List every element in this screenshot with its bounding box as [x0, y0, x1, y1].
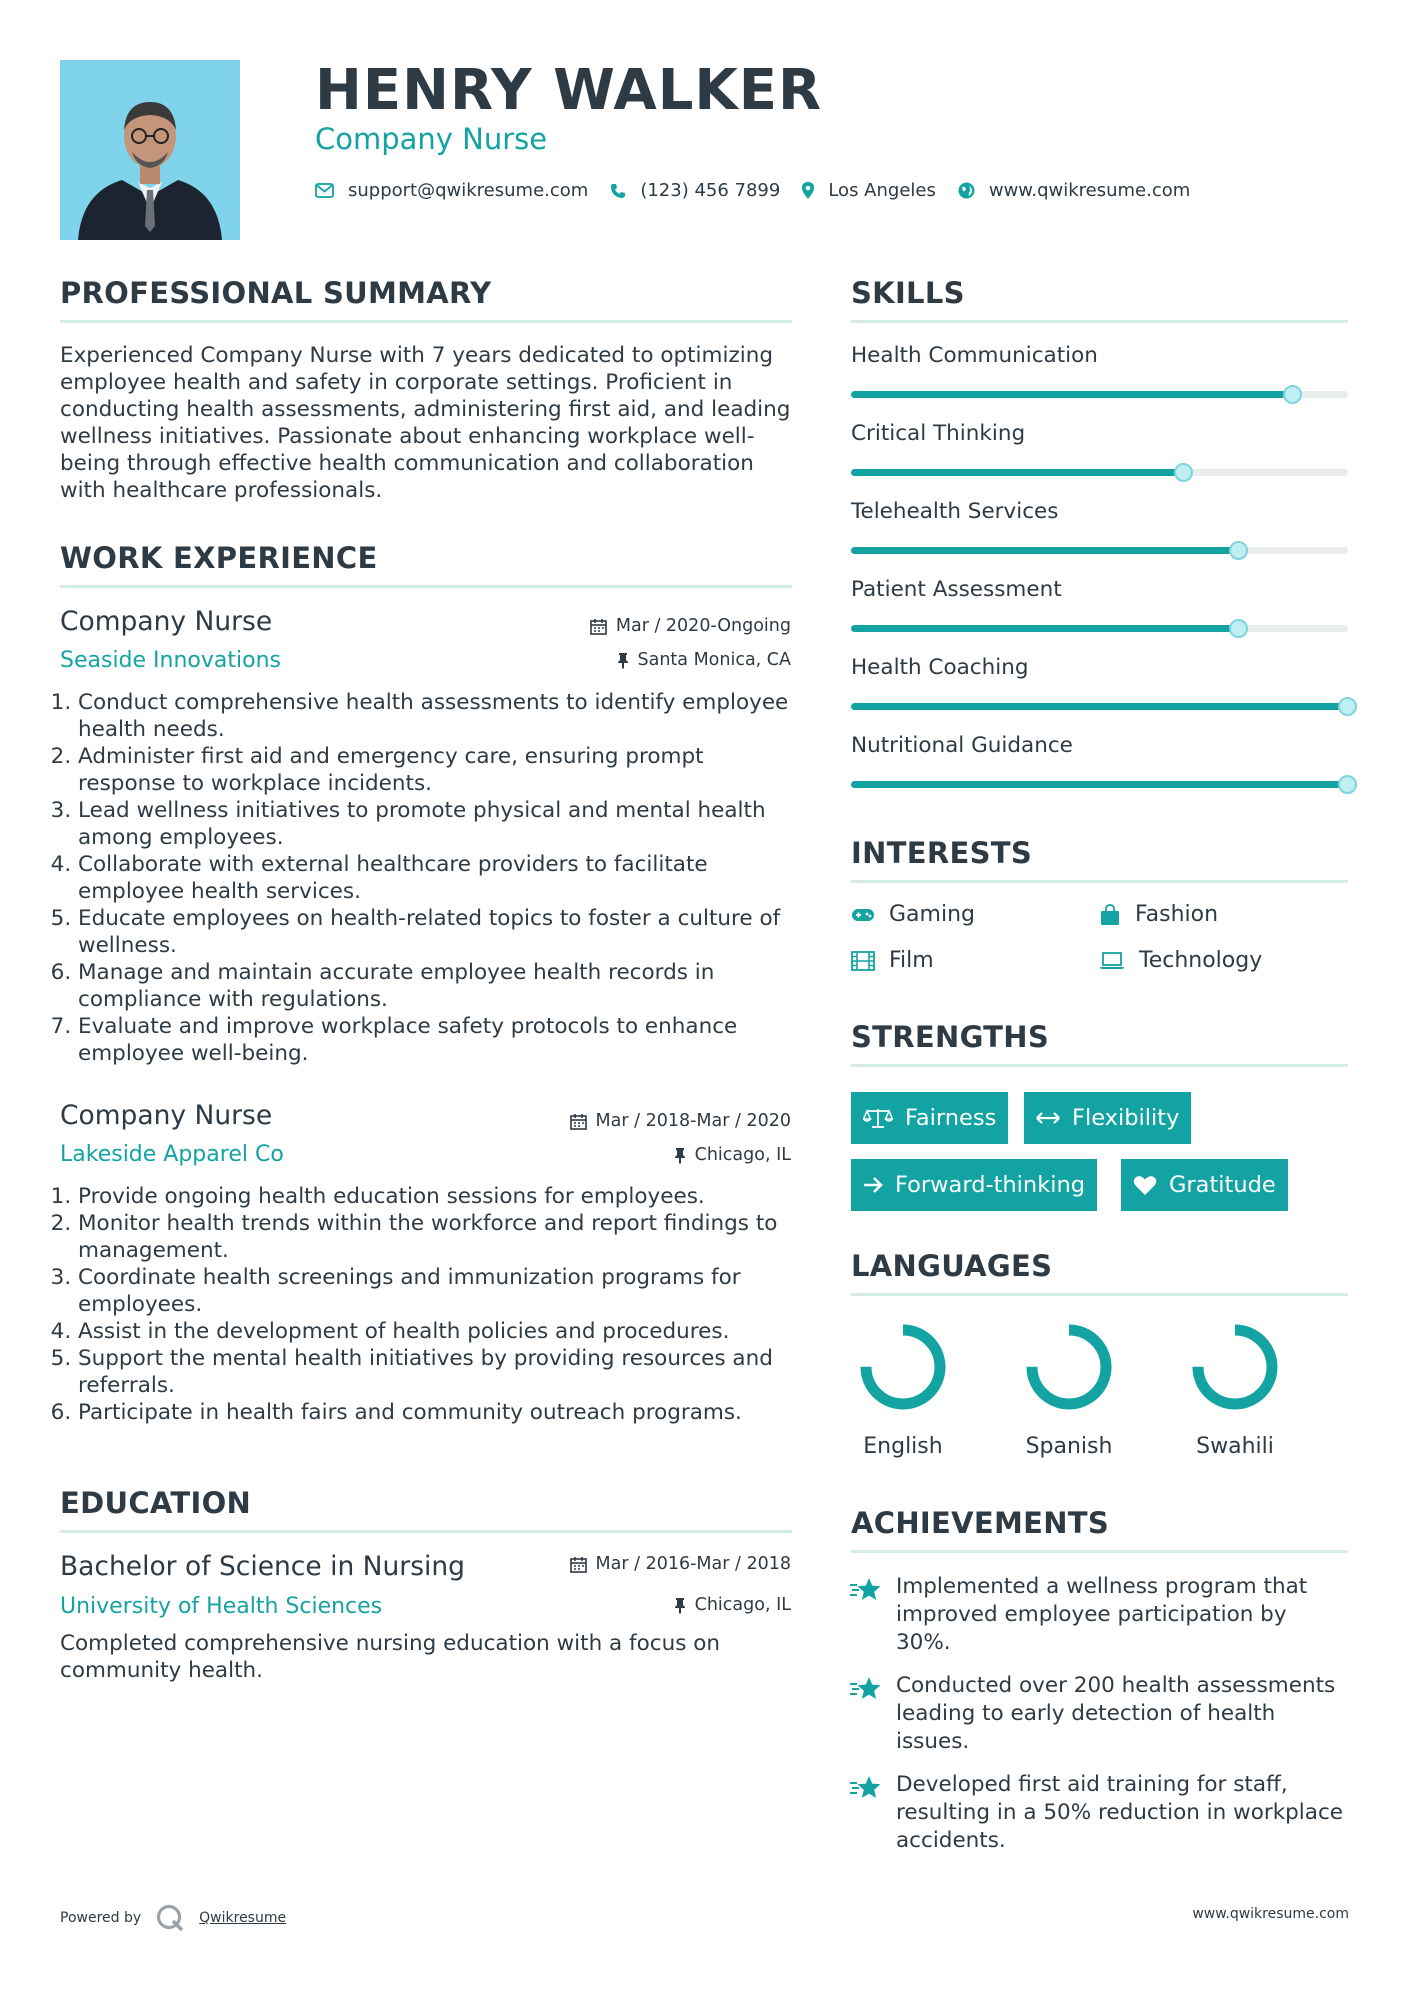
strengths-rule — [851, 1064, 1348, 1067]
calendar-icon — [570, 1113, 587, 1130]
job-1-title: Company Nurse — [60, 606, 273, 637]
list-item: 3. Lead wellness initiatives to promote physical and mental health among employees. — [78, 797, 802, 851]
list-item: 2. Monitor health trends within the workforce and report findings to management. — [78, 1210, 802, 1264]
skill-bar — [851, 391, 1348, 398]
skill-label: Health Coaching — [851, 655, 1029, 680]
list-item: 7. Evaluate and improve workplace safety protocols to enhance employee well-being. — [78, 1013, 802, 1067]
skill-bar-knob — [1174, 463, 1193, 482]
job-1-duties — [60, 689, 802, 1067]
skill-label: Health Communication — [851, 343, 1098, 368]
footer-powered-by — [60, 1903, 286, 1933]
interest-gaming — [851, 902, 975, 927]
arrows-horizontal-icon — [1036, 1111, 1060, 1125]
skill-bar-fill — [851, 703, 1348, 710]
summary-text: Experienced Company Nurse with 7 years dedicated to optimizing employee health and safety in corporate settings. Proficient in conducting health assessments, administering first aid, and leading wellness initiatives. Passionate about enhancing workplace well-being through effective health communication and collaboration with healthcare professionals. — [60, 343, 791, 503]
job-1-company: Seaside Innovations — [60, 648, 281, 673]
language-ring — [858, 1322, 948, 1412]
education-description: Completed comprehensive nursing education with a focus on community health. — [60, 1631, 721, 1683]
education-school: University of Health Sciences — [60, 1594, 383, 1619]
list-item: 6. Participate in health fairs and community outreach programs. — [78, 1399, 802, 1426]
arrow-right-icon — [863, 1176, 883, 1194]
skill-bar — [851, 781, 1348, 788]
skill-label: Critical Thinking — [851, 421, 1026, 446]
strength-badge-forward-thinking — [851, 1159, 1097, 1211]
job-2-location — [674, 1145, 791, 1165]
language-ring — [1190, 1322, 1280, 1412]
skill-bar — [851, 625, 1348, 632]
skill-bar-knob — [1338, 697, 1357, 716]
contact-website-text: www.qwikresume.com — [988, 180, 1191, 201]
calendar-icon — [590, 618, 607, 635]
education-dates — [570, 1554, 791, 1574]
strength-badge-fairness — [851, 1092, 1008, 1144]
skill-label: Telehealth Services — [851, 499, 1059, 524]
interest-label: Fashion — [1135, 902, 1219, 927]
strength-badge-gratitude — [1121, 1159, 1288, 1211]
summary-rule — [60, 320, 792, 323]
balance-scale-icon — [863, 1107, 893, 1129]
skill-bar-knob — [1283, 385, 1302, 404]
contact-phone-text: (123) 456 7899 — [640, 180, 781, 201]
strength-badge-flexibility — [1024, 1092, 1191, 1144]
contact-website[interactable] — [958, 180, 1190, 201]
gamepad-icon — [851, 907, 875, 923]
job-2-dates — [570, 1111, 791, 1131]
education-location-text: Chicago, IL — [694, 1595, 791, 1615]
list-item: 5. Support the mental health initiatives by providing resources and referrals. — [78, 1345, 802, 1399]
achievement-text: Conducted over 200 health assessments leading to early detection of health issues. — [896, 1673, 1336, 1754]
skill-bar — [851, 469, 1348, 476]
qwikresume-link[interactable]: Qwikresume — [199, 1910, 287, 1926]
language-label: English — [863, 1434, 943, 1459]
job-2-location-text: Chicago, IL — [694, 1145, 791, 1165]
language-ring-arc — [1198, 1330, 1272, 1404]
candidate-name: HENRY WALKER — [315, 58, 823, 123]
footer-website[interactable]: www.qwikresume.com — [1192, 1906, 1349, 1922]
list-item: 1. Provide ongoing health education sessions for employees. — [78, 1183, 802, 1210]
thumbtack-icon — [617, 652, 629, 669]
job-1-dates — [590, 616, 791, 636]
job-2-duties — [60, 1183, 802, 1426]
contact-phone[interactable] — [610, 180, 780, 201]
interest-label: Film — [889, 948, 934, 973]
job-2-dates-text: Mar / 2018-Mar / 2020 — [595, 1111, 791, 1131]
candidate-title: Company Nurse — [315, 122, 548, 156]
list-item: 1. Conduct comprehensive health assessments to identify employee health needs. — [78, 689, 802, 743]
skill-bar-fill — [851, 391, 1293, 398]
skill-bar-fill — [851, 625, 1239, 632]
achievement-text: Developed first aid training for staff, resulting in a 50% reduction in workplace accidents. — [896, 1772, 1343, 1853]
education-rule — [60, 1530, 792, 1533]
achievement-text: Implemented a wellness program that improved employee participation by 30%. — [896, 1574, 1308, 1655]
list-item: 5. Educate employees on health-related topics to foster a culture of wellness. — [78, 905, 802, 959]
education-dates-text: Mar / 2016-Mar / 2018 — [595, 1554, 791, 1574]
interest-fashion — [1099, 902, 1218, 927]
education-degree: Bachelor of Science in Nursing — [60, 1551, 465, 1582]
job-2-title: Company Nurse — [60, 1100, 273, 1131]
skill-bar-fill — [851, 469, 1184, 476]
laptop-icon — [1099, 952, 1125, 970]
strength-label: Gratitude — [1169, 1172, 1276, 1198]
interests-rule — [851, 880, 1348, 883]
language-label: Swahili — [1196, 1434, 1274, 1459]
contact-email-text: support@qwikresume.com — [348, 180, 589, 201]
education-heading: EDUCATION — [60, 1486, 252, 1520]
list-item: 4. Assist in the development of health policies and procedures. — [78, 1318, 802, 1345]
job-2-company: Lakeside Apparel Co — [60, 1142, 284, 1167]
experience-heading: WORK EXPERIENCE — [60, 541, 378, 575]
skill-bar-knob — [1229, 619, 1248, 638]
achievements-heading: ACHIEVEMENTS — [851, 1506, 1110, 1540]
shopping-bag-icon — [1099, 904, 1121, 926]
globe-icon — [958, 182, 975, 199]
interests-heading: INTERESTS — [851, 836, 1033, 870]
skill-label: Patient Assessment — [851, 577, 1062, 602]
skill-label: Nutritional Guidance — [851, 733, 1073, 758]
qwikresume-logo-icon — [155, 1903, 185, 1933]
thumbtack-icon — [674, 1597, 686, 1614]
film-icon — [851, 951, 875, 971]
interest-label: Technology — [1139, 948, 1263, 973]
list-item: 6. Manage and maintain accurate employee health records in compliance with regulations. — [78, 959, 802, 1013]
powered-by-text: Powered by — [60, 1910, 142, 1926]
language-ring — [1024, 1322, 1114, 1412]
job-1-location — [617, 650, 792, 670]
list-item: 3. Coordinate health screenings and immunization programs for employees. — [78, 1264, 802, 1318]
languages-heading: LANGUAGES — [851, 1249, 1053, 1283]
skills-rule — [851, 320, 1348, 323]
skill-bar-fill — [851, 781, 1348, 788]
education-location — [674, 1595, 791, 1615]
heart-icon — [1133, 1175, 1157, 1196]
star-icon — [849, 1775, 883, 1805]
skill-bar-knob — [1338, 775, 1357, 794]
language-ring-arc — [866, 1330, 940, 1404]
skill-bar — [851, 547, 1348, 554]
strength-label: Fairness — [905, 1105, 997, 1131]
list-item: 2. Administer first aid and emergency care, ensuring prompt response to workplace incidents. — [78, 743, 802, 797]
profile-photo — [60, 60, 240, 240]
skill-bar — [851, 703, 1348, 710]
language-ring-arc — [1032, 1330, 1106, 1404]
summary-heading: PROFESSIONAL SUMMARY — [60, 276, 492, 310]
skills-heading: SKILLS — [851, 276, 965, 310]
contact-location-text: Los Angeles — [828, 180, 936, 201]
languages-rule — [851, 1293, 1348, 1296]
envelope-icon — [315, 183, 334, 198]
achievements-rule — [851, 1550, 1348, 1553]
skill-bar-knob — [1229, 541, 1248, 560]
strengths-heading: STRENGTHS — [851, 1020, 1050, 1054]
calendar-icon — [570, 1556, 587, 1573]
star-icon — [849, 1577, 883, 1607]
contact-email[interactable] — [315, 180, 588, 201]
strength-label: Flexibility — [1072, 1105, 1180, 1131]
interest-film — [851, 948, 934, 973]
star-icon — [849, 1676, 883, 1706]
language-label: Spanish — [1025, 1434, 1113, 1459]
experience-rule — [60, 585, 792, 588]
skill-bar-fill — [851, 547, 1239, 554]
contact-bar — [315, 180, 1212, 201]
strength-label: Forward-thinking — [895, 1172, 1086, 1198]
contact-location — [802, 180, 936, 201]
job-1-dates-text: Mar / 2020-Ongoing — [615, 616, 791, 636]
job-1-location-text: Santa Monica, CA — [637, 650, 791, 670]
interest-technology — [1099, 948, 1262, 973]
thumbtack-icon — [674, 1147, 686, 1164]
interest-label: Gaming — [889, 902, 975, 927]
map-pin-icon — [802, 182, 814, 199]
list-item: 4. Collaborate with external healthcare providers to facilitate employee health services. — [78, 851, 802, 905]
phone-icon — [610, 183, 626, 199]
